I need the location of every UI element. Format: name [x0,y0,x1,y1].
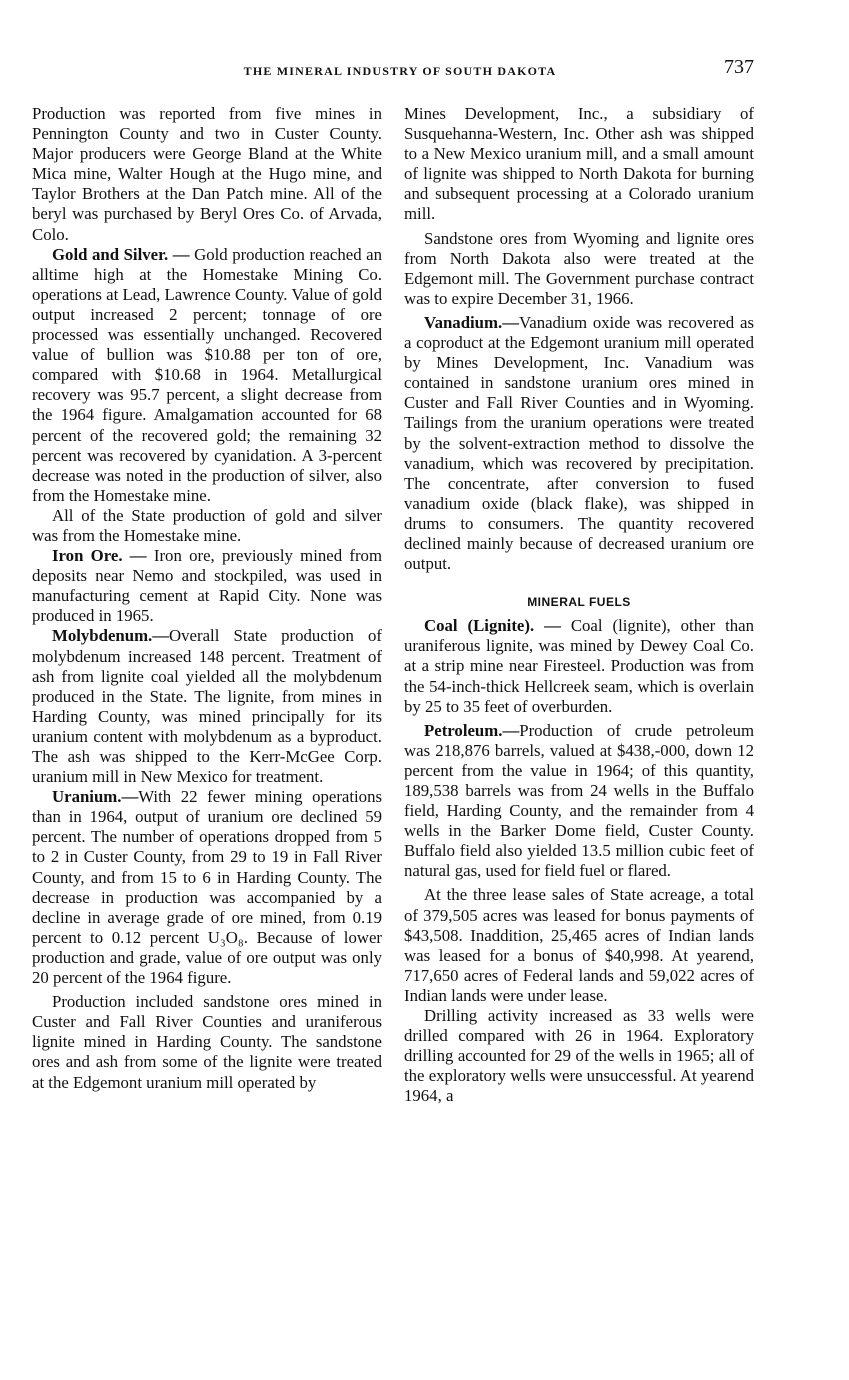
body-coal-lignite: Coal (lignite), other than uraniferous lignite, was mined by Dewey Coal Co. at a strip mine near Firesteel. Production was from the 54-inch-thick Hellcreek seam, which is overlain by 25 to 35 feet of overburden. [404,616,754,716]
page-number: 737 [724,56,754,78]
paragraph-gold-silver [32,245,382,506]
right-column [404,104,754,1107]
paragraph-uranium [32,787,382,988]
body-molybdenum: Overall State production of molybdenum increased 148 percent. Treatment of ash from lignite coal yielded all the molybdenum produced in the State. The lignite, from mines in Harding County, was mined principally for its uranium content with molybdenum as a byproduct. The ash was shipped to the Kerr-McGee Corp. uranium mill in New Mexico for treatment. [32,626,382,787]
heading-molybdenum: Molybdenum.— [52,626,170,646]
body-iron-ore: Iron ore, previously mined from deposits near Nemo and stockpiled, was used in manufacturing cement at Rapid City. None was produced in 1965. [32,546,382,626]
heading-coal-lignite: Coal (Lignite). — [424,616,561,636]
paragraph-molybdenum [32,626,382,787]
body-uranium: With 22 fewer mining operations than in 1964, output of uranium ore declined 59 percent. The number of operations dropped from 5 to 2 in Custer County, from 29 to 19 in Fall River County, and from 15 to 6 in Harding County. The decrease in production was accompanied by a decline in average grade of ore mined, from 0.19 percent to 0.12 percent U₃O₈. Because of lower production and grade, value of ore output was only 20 percent of the 1964 figure. [32,787,382,988]
paragraph-gold-silver-2: All of the State production of gold and silver was from the Homestake mine. [32,505,382,545]
heading-petroleum: Petroleum.— [424,720,520,740]
body-petroleum: Production of crude petroleum was 218,876 barrels, valued at $438,-000, down 12 percent from the value in 1964; of this quantity, 189,538 barrels was from 24 wells in the Buffalo field, Harding County, and the remainder from 4 wells in the Barker Dome field, Custer County. Buffalo field also yielded 13.5 million cubic feet of natural gas, used for field fuel or flared. [404,720,754,881]
body-gold-silver: Gold production reached an alltime high at the Homestake Mining Co. operations at Lead, Lawrence County. Value of gold output increased 2 percent; tonnage of ore processed was essentially unchanged. Recovered value of bullion was $10.88 per ton of ore, compared with $10.68 in 1964. Metallurgical recovery was 95.7 percent, a slight decrease from the 1964 figure. Amalgamation accounted for 68 percent of the recovered gold; the remaining 32 percent was recovered by cyanidation. A 3-percent decrease was noted in the production of silver, also from the Homestake mine. [32,244,382,505]
paragraph-lease-sales: At the three lease sales of State acreage, a total of 379,505 acres was leased for bonus payments of $43,508. Inaddition, 25,465 acres of Indian lands was leased for a bonus of $40,998. At yearend, 717,650 acres of Federal lands and 59,022 acres of Indian lands were under lease. [404,885,754,1005]
section-heading-mineral-fuels: MINERAL FUELS [527,595,631,610]
heading-gold-silver: Gold and Silver. — [52,244,190,264]
paragraph-sandstone-ores: Sandstone ores from Wyoming and lignite ores from North Dakota also were treated at the Edgemont mill. The Government purchase contract was to expire December 31, 1966. [404,228,754,308]
paragraph-vanadium [404,313,754,574]
paragraph-uranium-2: Production included sandstone ores mined in Custer and Fall River Counties and uraniferous lignite mined in Harding County. The sandstone ores and ash from some of the lignite were treated at the Edgemont uranium mill operated by [32,992,382,1092]
paragraph-drilling: Drilling activity increased as 33 wells were drilled compared with 26 in 1964. Exploratory drilling accounted for 29 of the wells in 1965; all of the exploratory wells were unsuccessful. At yearend 1964, a [404,1006,754,1106]
heading-uranium: Uranium.— [52,787,139,807]
paragraph-coal-lignite [404,616,754,716]
left-column [32,104,382,1093]
heading-iron-ore: Iron Ore. — [52,546,147,566]
paragraph-iron-ore [32,546,382,626]
paragraph-petroleum [404,721,754,882]
running-head-title: THE MINERAL INDUSTRY OF SOUTH DAKOTA [243,64,557,78]
body-vanadium: Vanadium oxide was recovered as a coproduct at the Edgemont uranium mill operated by Mines Development, Inc. Vanadium was contained in sandstone uranium ores mined in Custer and Fall River Counties and in Wyoming. Tailings from the uranium operations were treated by the solvent-extraction method to dissolve the vanadium, which was recovered by precipitation. The concentrate, after conversion to fused vanadium oxide (black flake), was shipped in drums to consumers. The quantity recovered declined mainly because of decreased uranium ore output. [404,312,754,574]
paragraph-mines-development-continued: Mines Development, Inc., a subsidiary of Susquehanna-Western, Inc. Other ash was shipped to a New Mexico uranium mill, and a small amount of lignite was shipped to North Dakota for burning and subsequent processing at a Colorado uranium mill. [404,104,754,224]
paragraph-beryl-continued: Production was reported from five mines in Pennington County and two in Custer County. Major producers were George Bland at the White Mica mine, Walter Hough at the Hugo mine, and Taylor Brothers at the Dan Patch mine. All of the beryl was purchased by Beryl Ores Co. of Arvada, Colo. [32,104,382,244]
heading-vanadium: Vanadium.— [424,312,519,332]
